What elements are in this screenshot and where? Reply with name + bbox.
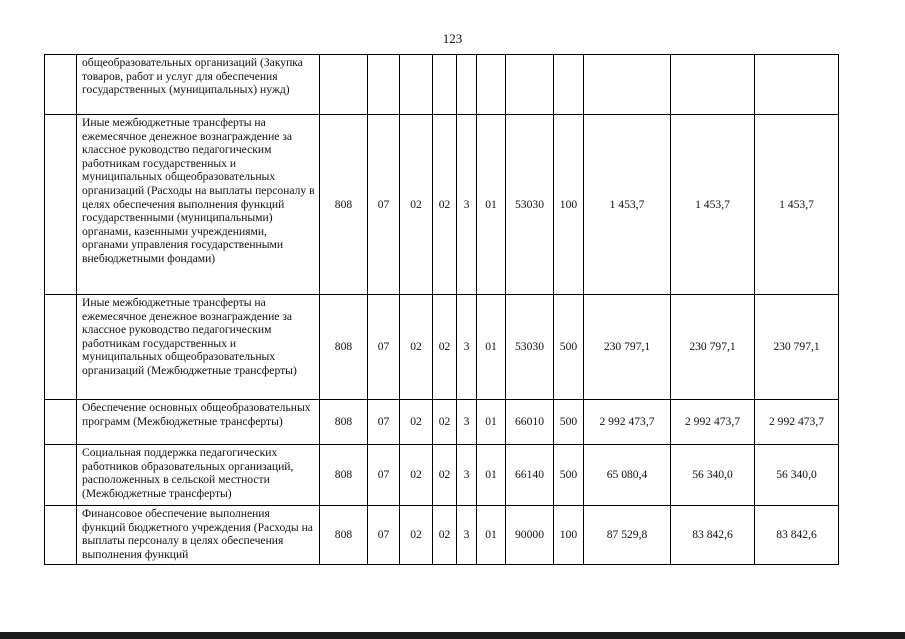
- amount-year-3: 2 992 473,7: [755, 400, 839, 445]
- direction-code: 66140: [506, 445, 554, 506]
- subsection-code: 02: [400, 115, 433, 295]
- row-description: Обеспечение основных общеобразовательных программ (Межбюджетные трансферты): [77, 400, 320, 445]
- main-activity-code: 01: [477, 506, 506, 565]
- amount-year-3: 56 340,0: [755, 445, 839, 506]
- subsection-code: 02: [400, 445, 433, 506]
- amount-year-3: 83 842,6: [755, 506, 839, 565]
- row-number-cell: [45, 445, 77, 506]
- program-code: 02: [433, 506, 457, 565]
- subsection-code: [400, 55, 433, 115]
- row-number-cell: [45, 115, 77, 295]
- section-code: [368, 55, 400, 115]
- subprogram-code: 3: [457, 400, 477, 445]
- amount-year-1: 65 080,4: [584, 445, 671, 506]
- table-row: [45, 115, 839, 295]
- amount-year-1: 87 529,8: [584, 506, 671, 565]
- expense-type-code: 100: [554, 506, 584, 565]
- row-description: Финансовое обеспечение выполнения функций бюджетного учреждения (Расходы на выплаты персоналу в целях обеспечения выполнения функций: [77, 506, 320, 565]
- ministry-code: 808: [320, 506, 368, 565]
- amount-year-1: 2 992 473,7: [584, 400, 671, 445]
- direction-code: 53030: [506, 295, 554, 400]
- subprogram-code: 3: [457, 445, 477, 506]
- section-code: 07: [368, 115, 400, 295]
- subsection-code: 02: [400, 295, 433, 400]
- page-number: 123: [442, 31, 463, 46]
- subprogram-code: 3: [457, 115, 477, 295]
- ministry-code: 808: [320, 400, 368, 445]
- direction-code: [506, 55, 554, 115]
- direction-code: 90000: [506, 506, 554, 565]
- table-row: [45, 445, 839, 506]
- amount-year-2: 56 340,0: [671, 445, 755, 506]
- program-code: 02: [433, 445, 457, 506]
- table-row: [45, 295, 839, 400]
- table-row: [45, 400, 839, 445]
- program-code: 02: [433, 115, 457, 295]
- row-description: Иные межбюджетные трансферты на ежемесячное денежное вознаграждение за классное руководство педагогическим работникам государственных и муниципальных общеобразовательных организаций (Расходы на выплаты персоналу в целях обеспечения выполнения функций государственными (муниципальными) органами, казенными учреждениями, органами управления государственными внебюджетными фондами): [77, 115, 320, 295]
- amount-year-1: [584, 55, 671, 115]
- expense-type-code: [554, 55, 584, 115]
- row-description: Иные межбюджетные трансферты на ежемесячное денежное вознаграждение за классное руководство педагогическим работникам государственных и муниципальных общеобразовательных организаций (Межбюджетные трансферты): [77, 295, 320, 400]
- ministry-code: 808: [320, 445, 368, 506]
- program-code: [433, 55, 457, 115]
- row-number-cell: [45, 400, 77, 445]
- program-code: 02: [433, 295, 457, 400]
- main-activity-code: 01: [477, 400, 506, 445]
- amount-year-2: 2 992 473,7: [671, 400, 755, 445]
- row-description: Социальная поддержка педагогических работников образовательных организаций, расположенных в сельской местности (Межбюджетные трансферты): [77, 445, 320, 506]
- expense-type-code: 500: [554, 445, 584, 506]
- amount-year-1: 230 797,1: [584, 295, 671, 400]
- ministry-code: 808: [320, 115, 368, 295]
- section-code: 07: [368, 295, 400, 400]
- program-code: 02: [433, 400, 457, 445]
- section-code: 07: [368, 400, 400, 445]
- amount-year-2: [671, 55, 755, 115]
- table-row: [45, 506, 839, 565]
- amount-year-2: 83 842,6: [671, 506, 755, 565]
- main-activity-code: 01: [477, 445, 506, 506]
- scan-bottom-edge: [0, 632, 905, 639]
- section-code: 07: [368, 506, 400, 565]
- row-number-cell: [45, 55, 77, 115]
- main-activity-code: 01: [477, 115, 506, 295]
- row-number-cell: [45, 506, 77, 565]
- subprogram-code: [457, 55, 477, 115]
- subsection-code: 02: [400, 400, 433, 445]
- expense-type-code: 100: [554, 115, 584, 295]
- ministry-code: [320, 55, 368, 115]
- expense-type-code: 500: [554, 400, 584, 445]
- row-description: общеобразовательных организаций (Закупка товаров, работ и услуг для обеспечения государственных (муниципальных) нужд): [77, 55, 320, 115]
- amount-year-3: 230 797,1: [755, 295, 839, 400]
- amount-year-2: 1 453,7: [671, 115, 755, 295]
- section-code: 07: [368, 445, 400, 506]
- subsection-code: 02: [400, 506, 433, 565]
- ministry-code: 808: [320, 295, 368, 400]
- expense-type-code: 500: [554, 295, 584, 400]
- main-activity-code: [477, 55, 506, 115]
- main-activity-code: 01: [477, 295, 506, 400]
- budget-table: [44, 54, 839, 565]
- row-number-cell: [45, 295, 77, 400]
- subprogram-code: 3: [457, 506, 477, 565]
- amount-year-3: [755, 55, 839, 115]
- direction-code: 66010: [506, 400, 554, 445]
- direction-code: 53030: [506, 115, 554, 295]
- amount-year-1: 1 453,7: [584, 115, 671, 295]
- amount-year-2: 230 797,1: [671, 295, 755, 400]
- amount-year-3: 1 453,7: [755, 115, 839, 295]
- table-row: [45, 55, 839, 115]
- subprogram-code: 3: [457, 295, 477, 400]
